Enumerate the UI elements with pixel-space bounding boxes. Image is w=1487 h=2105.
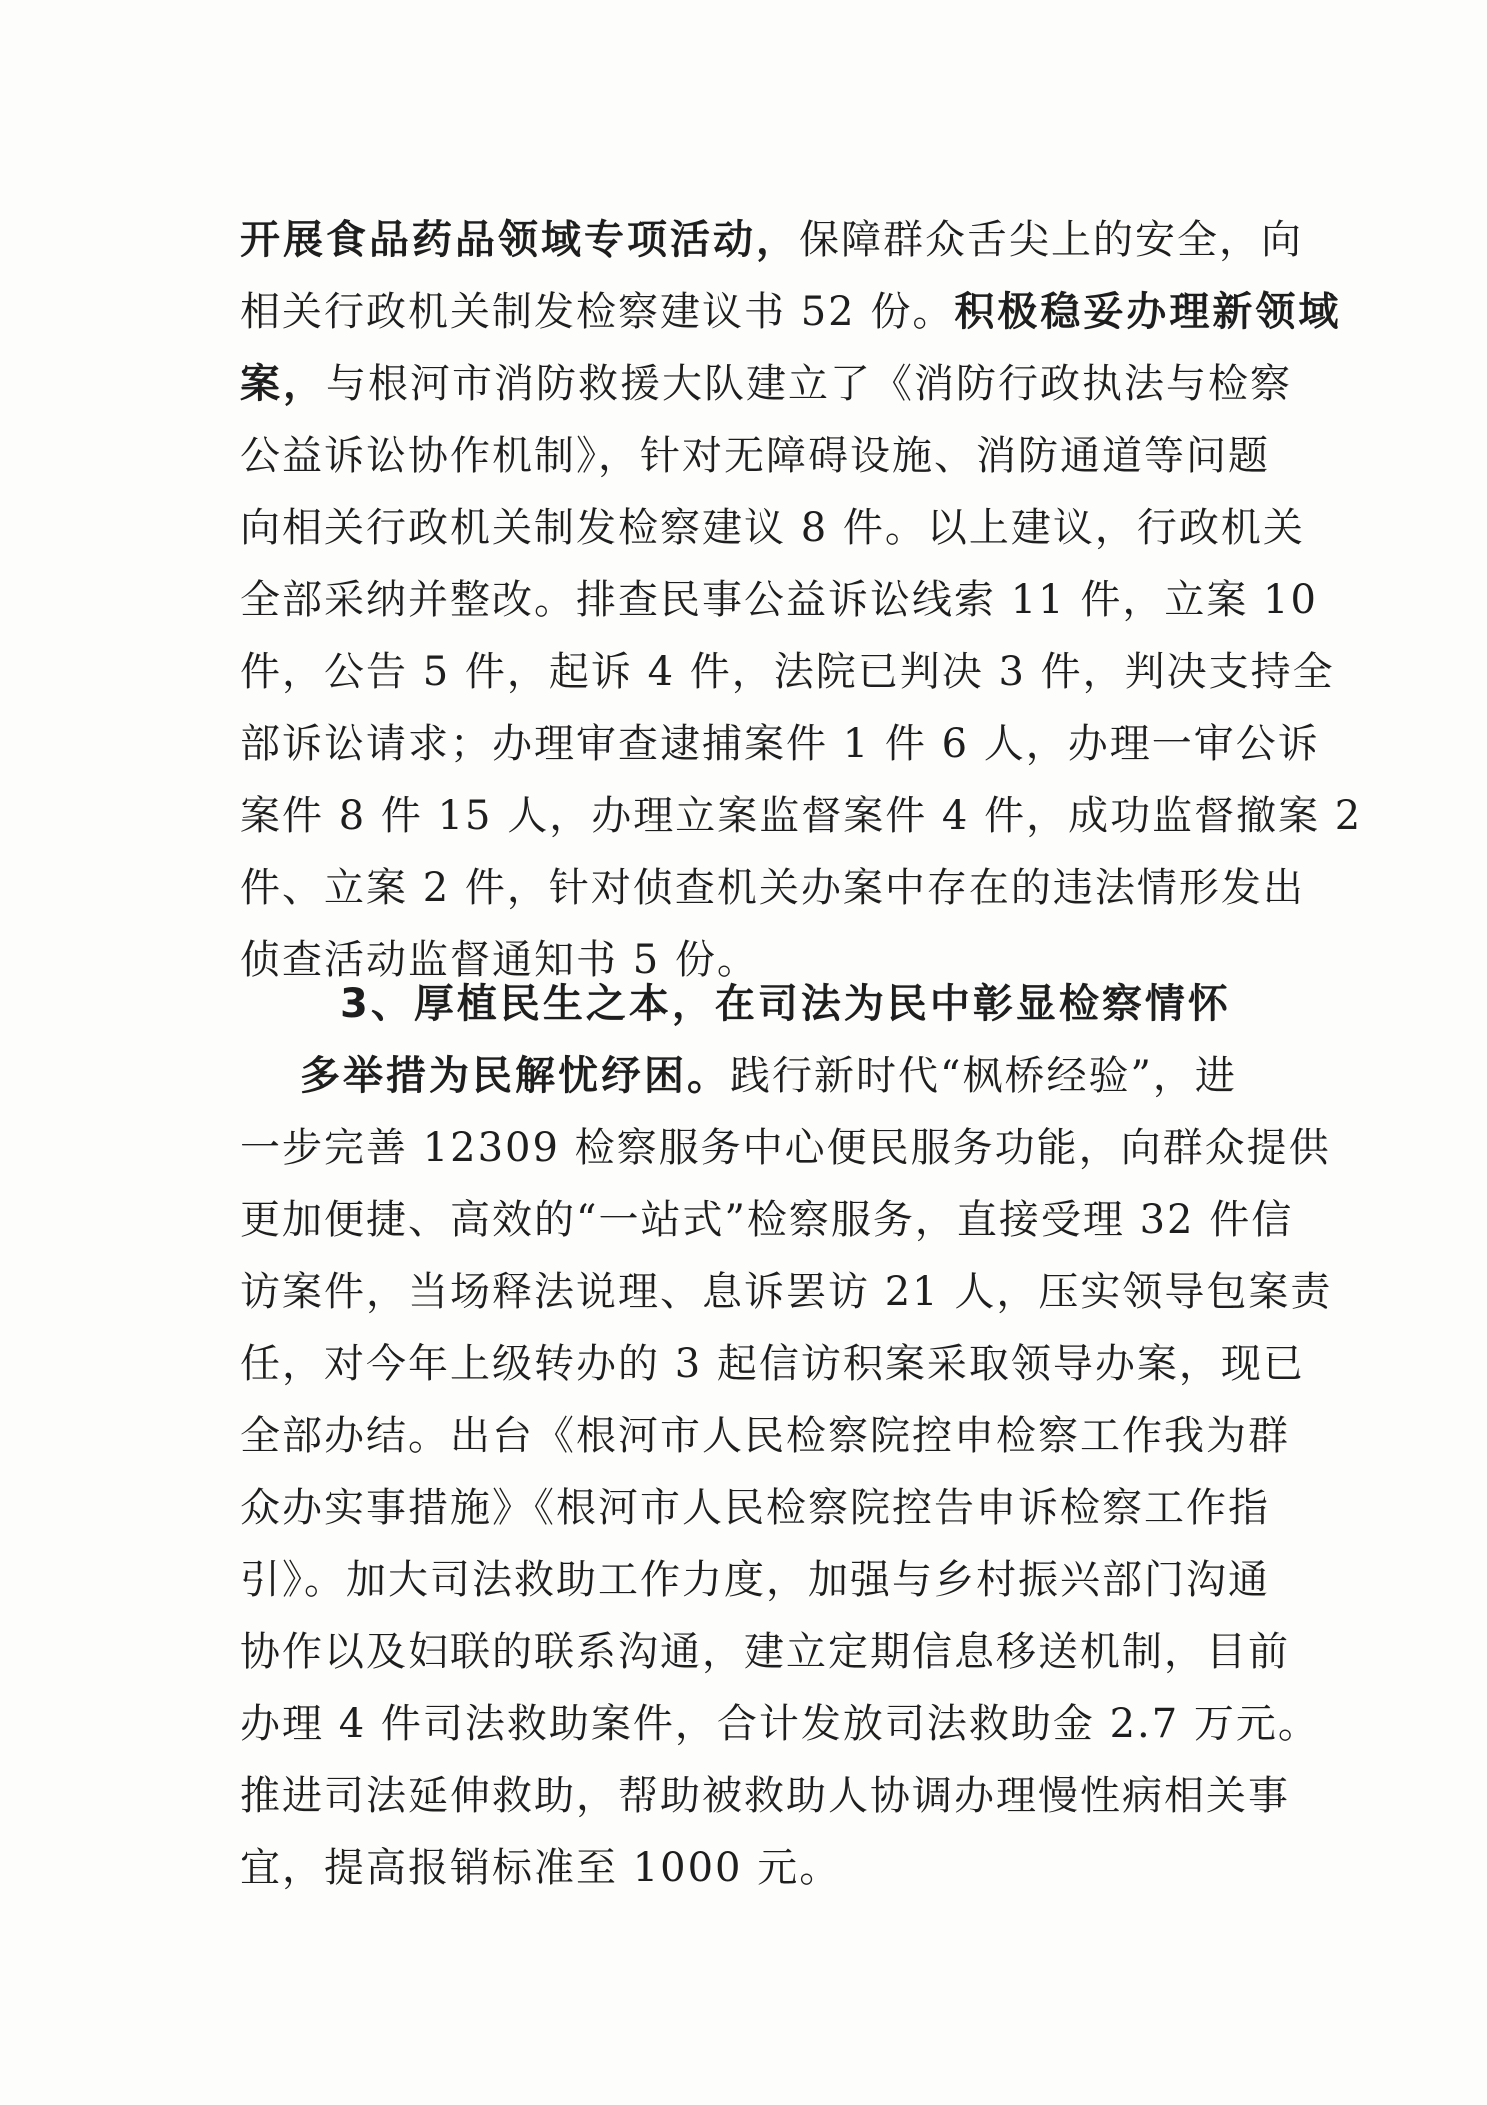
paragraph-2-line-12: 宜，提高报销标准至 1000 元。	[240, 1845, 842, 1891]
paragraph-1-line-8: 部诉讼请求；办理审查逮捕案件 1 件 6 人，办理一审公诉	[240, 721, 1320, 767]
section-3-heading: 3、厚植民生之本，在司法为民中彰显检察情怀	[340, 981, 1231, 1027]
paragraph-2-line-10: 办理 4 件司法救助案件，合计发放司法救助金 2.7 万元。	[240, 1701, 1320, 1747]
paragraph-1-line-2	[240, 284, 1342, 340]
paragraph-2-line-8: 引》。加大司法救助工作力度，加强与乡村振兴部门沟通	[240, 1557, 1270, 1603]
paragraph-2-line-6: 全部办结。出台《根河市人民检察院控申检察工作我为群	[240, 1413, 1290, 1459]
paragraph-1-line-1	[240, 212, 1303, 268]
bold-phrase: 开展食品药品领域专项活动，	[240, 217, 799, 263]
body-text: 保障群众舌尖上的安全，向	[799, 217, 1303, 263]
bold-phrase: 案，	[240, 361, 326, 407]
paragraph-1-line-5: 向相关行政机关制发检察建议 8 件。以上建议，行政机关	[240, 505, 1305, 551]
paragraph-1-line-7: 件，公告 5 件，起诉 4 件，法院已判决 3 件，判决支持全	[240, 649, 1335, 695]
paragraph-1-line-10: 件、立案 2 件，针对侦查机关办案中存在的违法情形发出	[240, 865, 1305, 911]
paragraph-1-line-9: 案件 8 件 15 人，办理立案监督案件 4 件，成功监督撤案 2	[240, 793, 1363, 839]
bold-phrase: 多举措为民解忧纾困。	[300, 1053, 730, 1099]
paragraph-2-line-9: 协作以及妇联的联系沟通，建立定期信息移送机制，目前	[240, 1629, 1290, 1675]
paragraph-1-line-4: 公益诉讼协作机制》，针对无障碍设施、消防通道等问题	[240, 433, 1270, 479]
paragraph-1-line-11: 侦查活动监督通知书 5 份。	[240, 937, 759, 983]
paragraph-2-line-1	[300, 1048, 1320, 1104]
body-text: 与根河市消防救援大队建立了《消防行政执法与检察	[326, 361, 1292, 407]
body-text: 相关行政机关制发检察建议书 52 份。	[240, 289, 955, 335]
paragraph-2-line-5: 任，对今年上级转办的 3 起信访积案采取领导办案，现已	[240, 1341, 1305, 1387]
paragraph-2-line-4: 访案件，当场释法说理、息诉罢访 21 人，压实领导包案责	[240, 1269, 1333, 1315]
paragraph-1-line-3	[240, 356, 1292, 412]
paragraph-2-line-7: 众办实事措施》《根河市人民检察院控告申诉检察工作指	[240, 1485, 1270, 1531]
body-text: 践行新时代“枫桥经验”，进	[730, 1053, 1237, 1099]
paragraph-1-line-6: 全部采纳并整改。排查民事公益诉讼线索 11 件，立案 10	[240, 577, 1318, 623]
paragraph-2-line-11: 推进司法延伸救助，帮助被救助人协调办理慢性病相关事	[240, 1773, 1290, 1819]
paragraph-2-line-2: 一步完善 12309 检察服务中心便民服务功能，向群众提供	[240, 1125, 1331, 1171]
paragraph-2-line-3: 更加便捷、高效的“一站式”检察服务，直接受理 32 件信	[240, 1197, 1294, 1243]
bold-phrase: 积极稳妥办理新领域	[954, 289, 1342, 335]
